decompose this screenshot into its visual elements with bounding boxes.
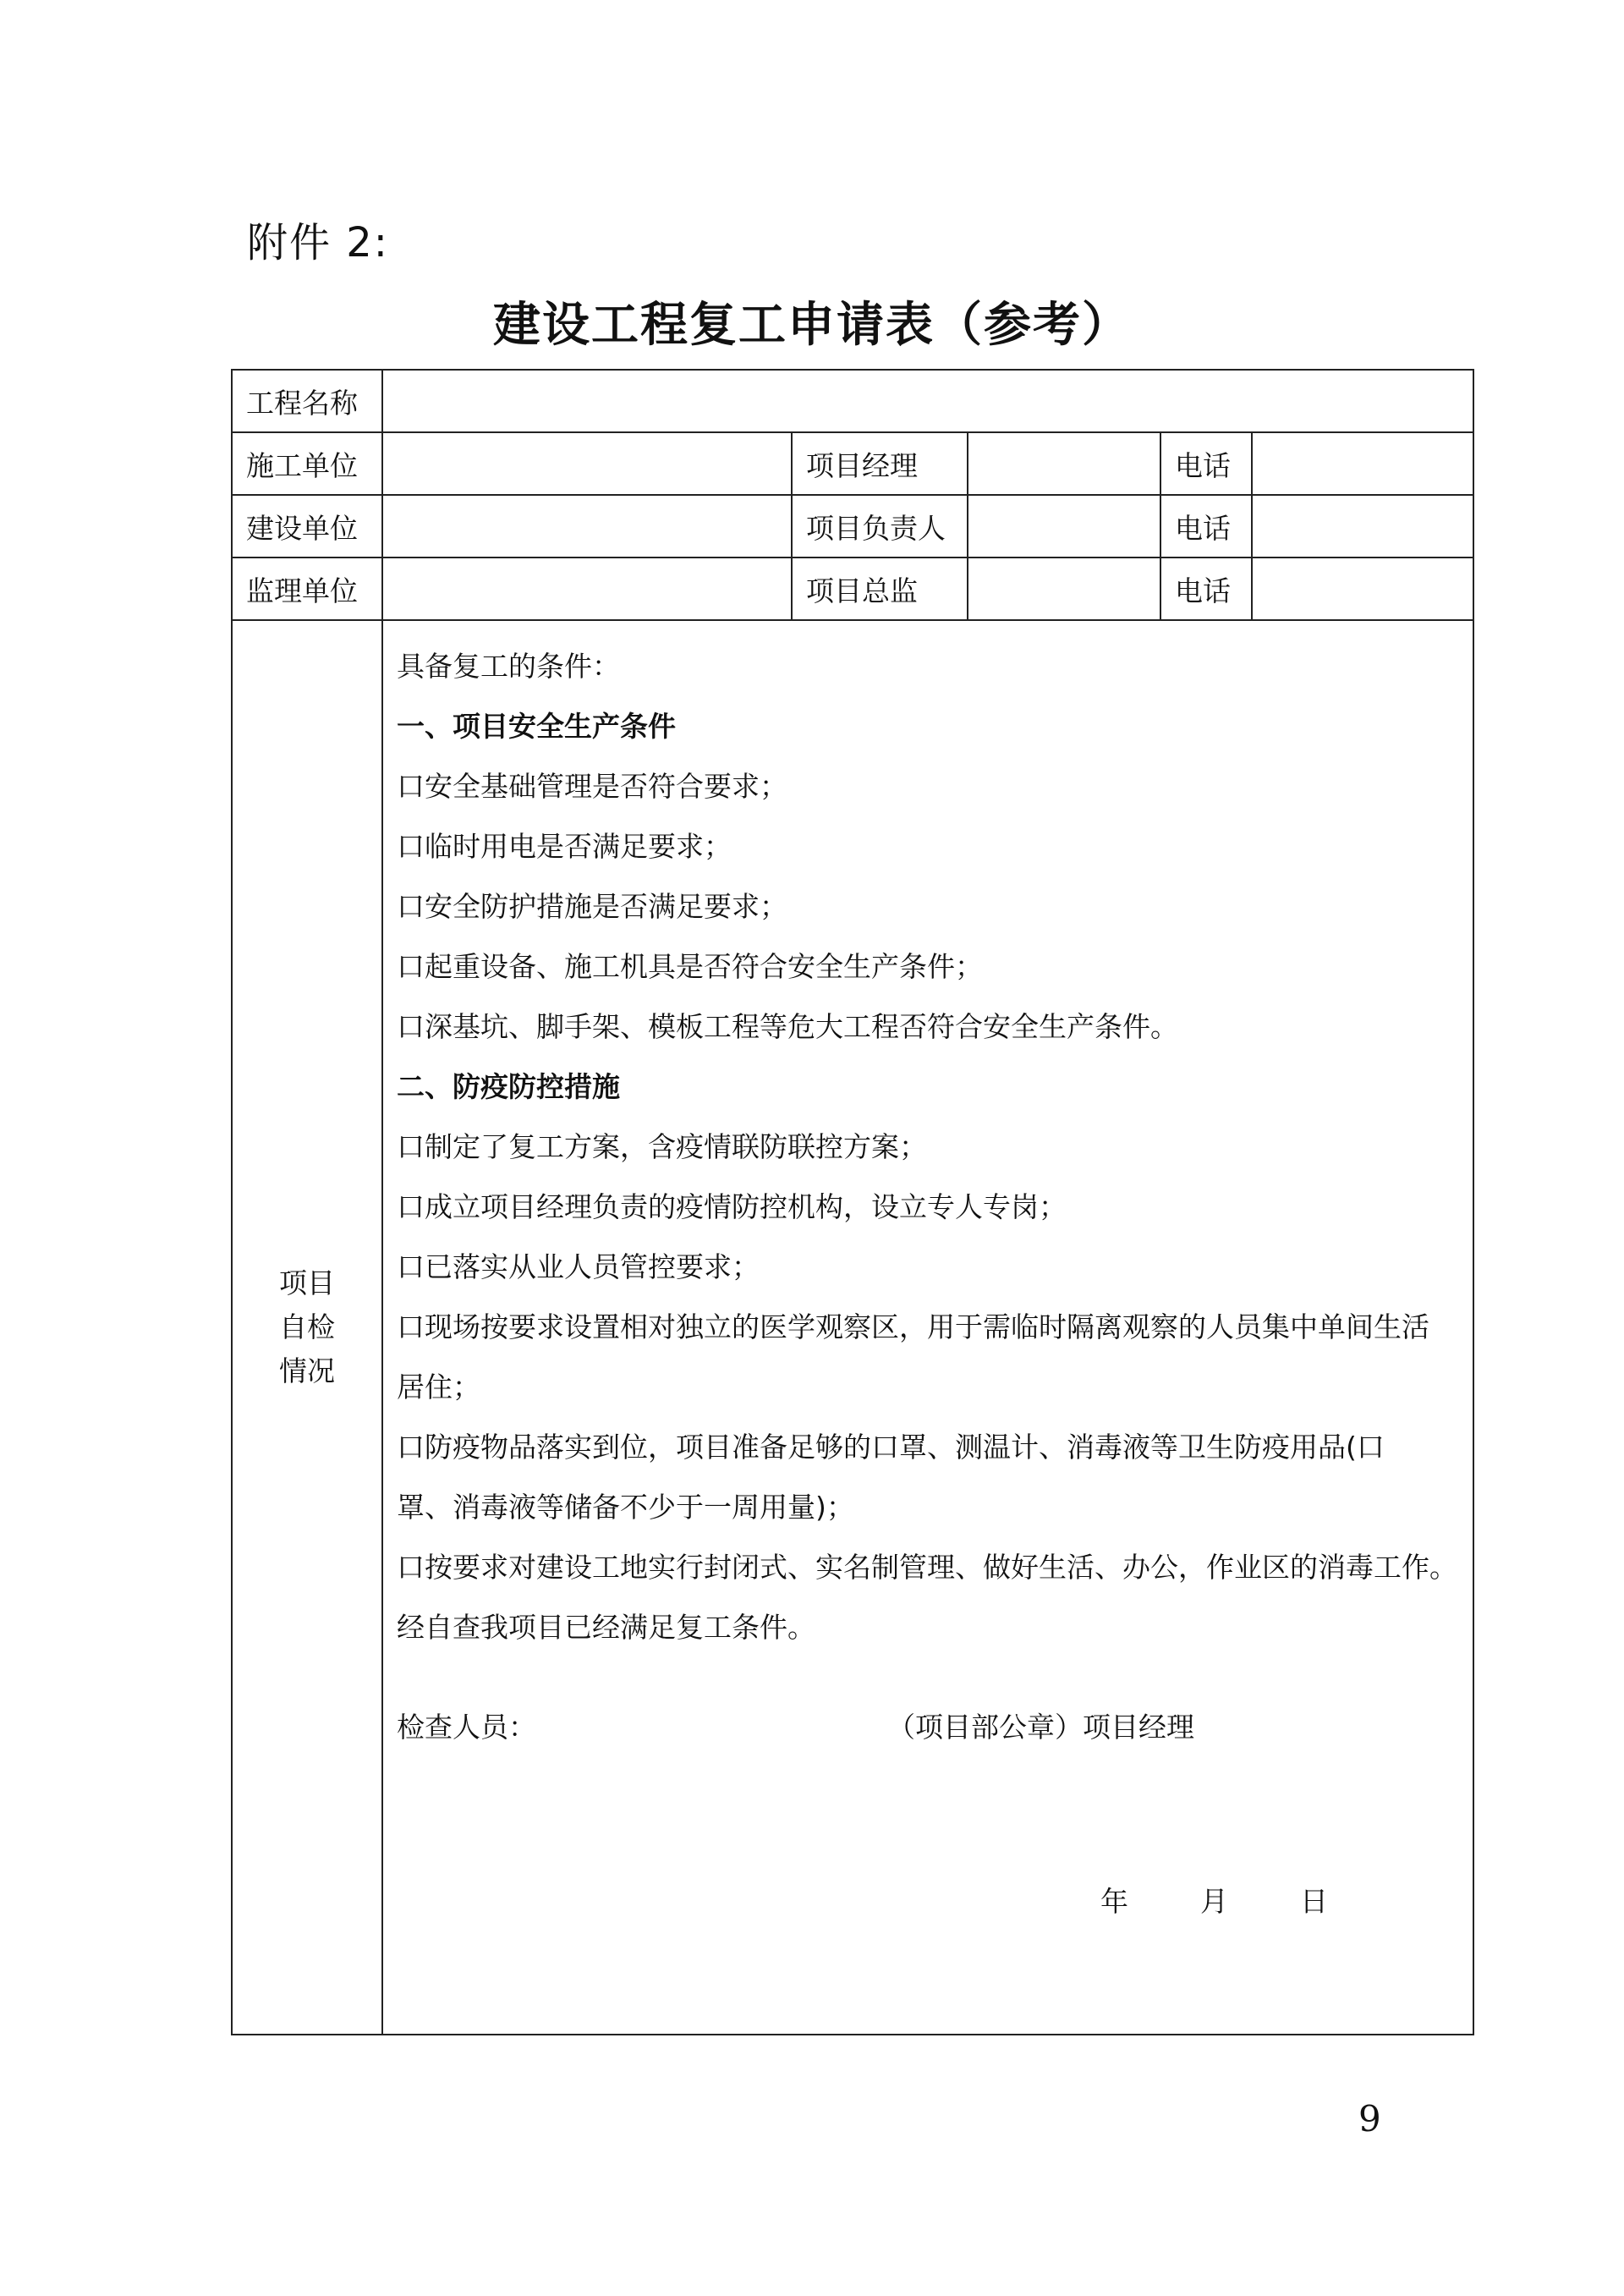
section-safety-title: 一、项目安全生产条件 xyxy=(397,710,676,743)
phone-field-2[interactable] xyxy=(1252,495,1473,558)
phone-label-3: 电话 xyxy=(1160,558,1252,620)
construction-unit-label: 施工单位 xyxy=(232,432,382,495)
phone-label-2: 电话 xyxy=(1160,495,1252,558)
row-supervision-unit xyxy=(232,558,1473,620)
self-check-content xyxy=(382,620,1473,2035)
checklist-item[interactable]: 口现场按要求设置相对独立的医学观察区，用于需临时隔离观察的人员集中单间生活 xyxy=(397,1310,1429,1343)
checklist-item[interactable]: 口安全基础管理是否符合要求； xyxy=(397,770,787,803)
project-name-label: 工程名称 xyxy=(232,370,382,432)
application-form-table xyxy=(231,369,1474,2035)
checklist-item[interactable]: 口安全防护措施是否满足要求； xyxy=(397,890,787,923)
build-unit-label: 建设单位 xyxy=(232,495,382,558)
phone-label-1: 电话 xyxy=(1160,432,1252,495)
date-year-label: 年 xyxy=(1100,1885,1128,1918)
chief-supervisor-field[interactable] xyxy=(968,558,1160,620)
project-manager-label: 项目经理 xyxy=(792,432,968,495)
self-check-label-line: 项目 xyxy=(279,1266,335,1299)
date-month-label: 月 xyxy=(1200,1885,1228,1918)
section-epidemic-title: 二、防疫防控措施 xyxy=(397,1070,620,1103)
conclusion-text: 经自查我项目已经满足复工条件。 xyxy=(397,1611,815,1644)
phone-field-3[interactable] xyxy=(1252,558,1473,620)
checklist-item[interactable]: 口临时用电是否满足要求； xyxy=(397,830,732,863)
row-construction-unit xyxy=(232,432,1473,495)
project-name-field[interactable] xyxy=(382,370,1473,432)
supervision-unit-field[interactable] xyxy=(382,558,792,620)
checklist-item-continued: 居住； xyxy=(397,1370,480,1403)
self-check-label-line: 情况 xyxy=(279,1354,335,1387)
inspector-label: 检查人员： xyxy=(397,1711,536,1744)
row-self-check xyxy=(232,620,1473,2035)
conditions-intro: 具备复工的条件： xyxy=(397,650,620,683)
build-unit-field[interactable] xyxy=(382,495,792,558)
phone-field-1[interactable] xyxy=(1252,432,1473,495)
checklist-item[interactable]: 口防疫物品落实到位，项目准备足够的口罩、测温计、消毒液等卫生防疫用品(口 xyxy=(397,1431,1385,1464)
row-build-unit xyxy=(232,495,1473,558)
construction-unit-field[interactable] xyxy=(382,432,792,495)
page-number: 9 xyxy=(1358,2098,1381,2139)
checklist-item[interactable]: 口已落实从业人员管控要求； xyxy=(397,1250,760,1283)
project-manager-field[interactable] xyxy=(968,432,1160,495)
chief-supervisor-label: 项目总监 xyxy=(792,558,968,620)
form-title: 建设工程复工申请表（参考） xyxy=(493,298,1131,353)
checklist-item[interactable]: 口深基坑、脚手架、模板工程等危大工程否符合安全生产条件。 xyxy=(397,1010,1178,1043)
self-check-label-line: 自检 xyxy=(279,1310,335,1343)
self-check-label xyxy=(232,620,382,2035)
attachment-label: 附件 2: xyxy=(247,219,389,266)
seal-label: （项目部公章）项目经理 xyxy=(887,1711,1194,1744)
date-day-label: 日 xyxy=(1300,1885,1328,1918)
row-project-name xyxy=(232,370,1473,432)
checklist-item[interactable]: 口成立项目经理负责的疫情防控机构，设立专人专岗； xyxy=(397,1190,1067,1223)
checklist-item[interactable]: 口制定了复工方案，含疫情联防联控方案； xyxy=(397,1130,927,1163)
checklist-item-continued: 罩、消毒液等储备不少于一周用量)； xyxy=(397,1491,854,1524)
supervision-unit-label: 监理单位 xyxy=(232,558,382,620)
checklist-item[interactable]: 口按要求对建设工地实行封闭式、实名制管理、做好生活、办公，作业区的消毒工作。 xyxy=(397,1551,1457,1584)
project-leader-label: 项目负责人 xyxy=(792,495,968,558)
checklist-item[interactable]: 口起重设备、施工机具是否符合安全生产条件； xyxy=(397,950,983,983)
project-leader-field[interactable] xyxy=(968,495,1160,558)
